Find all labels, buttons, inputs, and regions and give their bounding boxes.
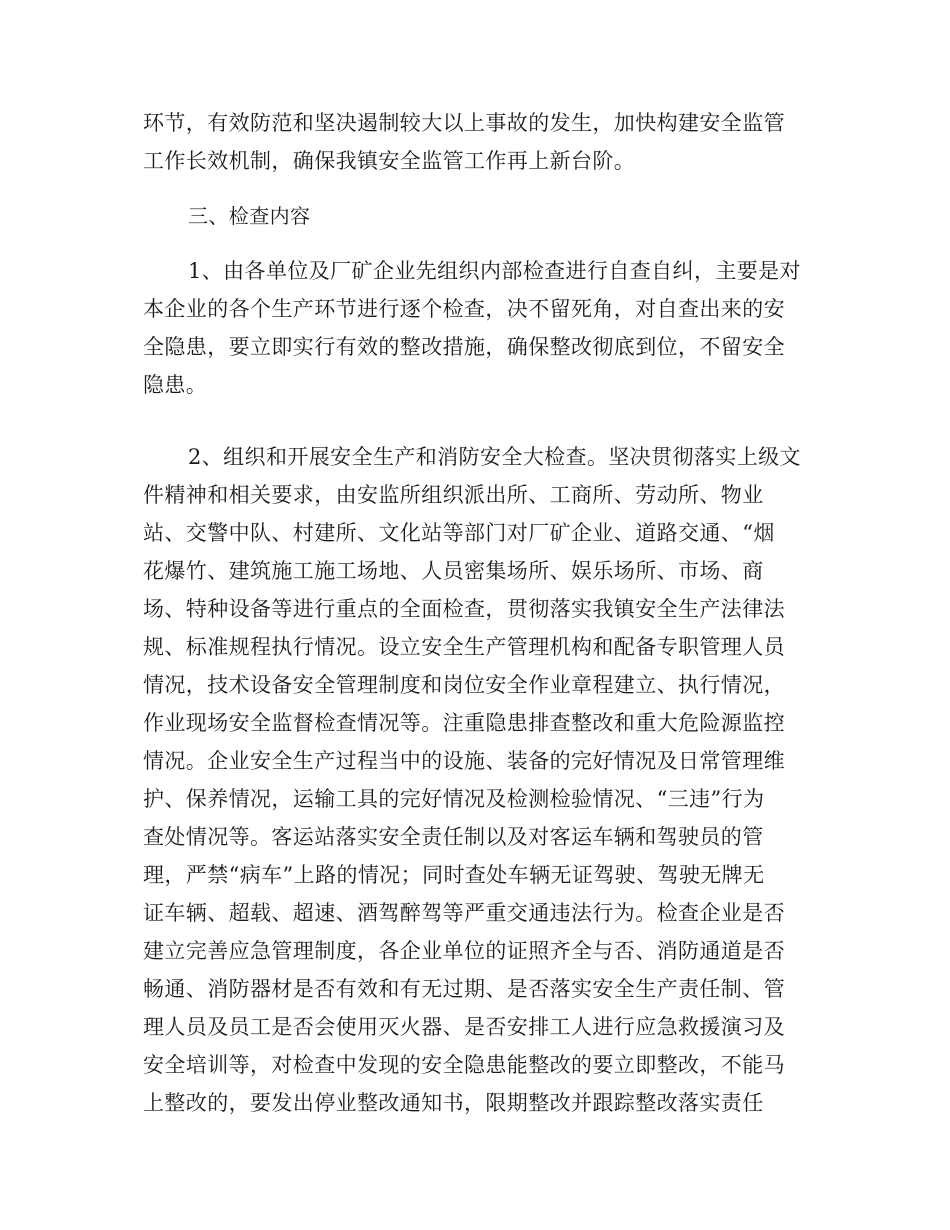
paragraph2-line: 建立完善应急管理制度，各企业单位的证照齐全与否、消防通道是否 (143, 939, 785, 963)
paragraph1-line: 1、由各单位及厂矿企业先组织内部检查进行自查自纠，主要是对 (188, 259, 801, 283)
paragraph2-line: 理，严禁“病车”上路的情况；同时查处车辆无证驾驶、驾驶无牌无 (143, 863, 765, 887)
intro-line: 环节，有效防范和坚决遏制较大以上事故的发生，加快构建安全监管 (143, 111, 785, 135)
paragraph1-line: 隐患。 (143, 373, 208, 397)
paragraph2-line: 场、特种设备等进行重点的全面检查，贯彻落实我镇安全生产法律法 (143, 597, 785, 621)
paragraph2-line: 情况。企业安全生产过程当中的设施、装备的完好情况及日常管理维 (143, 749, 785, 773)
paragraph2-line: 规、标准规程执行情况。设立安全生产管理机构和配备专职管理人员 (143, 635, 785, 659)
intro-line: 工作长效机制，确保我镇安全监管工作再上新台阶。 (143, 149, 636, 173)
section-heading: 三、检查内容 (188, 204, 311, 228)
paragraph2-line: 情况，技术设备安全管理制度和岗位安全作业章程建立、执行情况， (143, 673, 785, 697)
paragraph2-line: 证车辆、超载、超速、酒驾醉驾等严重交通违法行为。检查企业是否 (143, 901, 785, 925)
paragraph2-line: 查处情况等。客运站落实安全责任制以及对客运车辆和驾驶员的管 (143, 825, 764, 849)
paragraph2-line: 作业现场安全监督检查情况等。注重隐患排查整改和重大危险源监控 (143, 711, 785, 735)
paragraph2-line: 上整改的，要发出停业整改通知书，限期整改并跟踪整改落实责任 (143, 1091, 764, 1115)
paragraph2-line: 花爆竹、建筑施工施工场地、人员密集场所、娱乐场所、市场、商 (143, 559, 764, 583)
paragraph2-line: 畅通、消防器材是否有效和有无过期、是否落实安全生产责任制、管 (143, 977, 785, 1001)
paragraph2-line: 安全培训等，对检查中发现的安全隐患能整改的要立即整改，不能马 (143, 1053, 785, 1077)
paragraph1-line: 全隐患，要立即实行有效的整改措施，确保整改彻底到位，不留安全 (143, 335, 785, 359)
paragraph2-line: 件精神和相关要求，由安监所组织派出所、工商所、劳动所、物业 (143, 483, 764, 507)
paragraph2-line: 站、交警中队、村建所、文化站等部门对厂矿企业、道路交通、“烟 (143, 521, 775, 545)
paragraph2-line: 理人员及员工是否会使用灭火器、是否安排工人进行应急救援演习及 (143, 1015, 785, 1039)
paragraph2-line: 护、保养情况，运输工具的完好情况及检测检验情况、“三违”行为 (143, 787, 765, 811)
paragraph1-line: 本企业的各个生产环节进行逐个检查，决不留死角，对自查出来的安 (143, 297, 785, 321)
paragraph2-line: 2、组织和开展安全生产和消防安全大检查。坚决贯彻落实上级文 (188, 445, 801, 469)
